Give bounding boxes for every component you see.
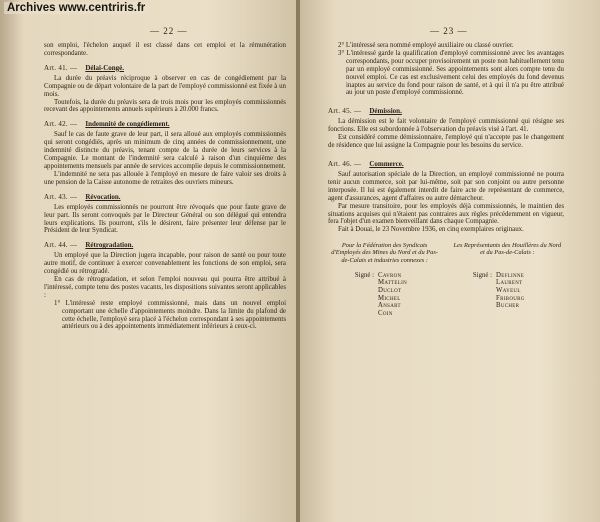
article-title: Délai-Congé. — [85, 63, 125, 72]
list-item: 1° L'intéressé reste employé commissionné, mais dans un nouvel emploi comportant une échelle d'appointements moindre. Dans la limite du plafond de cette échelle, l'employé sera placé à l'échelon correspondant à ses appointements antérieurs ou à des appointements immédiatement inférieurs à ceux-ci. — [54, 299, 286, 331]
article-heading-45 — [328, 107, 564, 115]
signature-column-right — [446, 272, 564, 318]
paragraph: Sauf autorisation spéciale de la Direction, un employé commissionné ne pourra tenir aucun commerce, soit par lui-même, soit par son conjoint ou autre personne interposée. Il lui est également interdit de faire acte de représentant de commerce, agent d'assurances, agent d'affaires ou autre démarcheur. — [328, 170, 564, 202]
signed-label: Signé : — [472, 271, 492, 279]
signatory-headings — [328, 242, 564, 264]
paragraph: Toutefois, la durée du préavis sera de trois mois pour les employés commissionnés recevant des appointements annuels supérieurs à 20.000 francs. — [44, 98, 286, 114]
article-heading-43 — [44, 193, 286, 201]
list — [44, 300, 286, 332]
paragraph: Sauf le cas de faute grave de leur part, il sera alloué aux employés commissionnés qui seront congédiés, après un minimum de cinq années de commissionnement, une indemnité distincte du préavis, tenant compte de la durée de leurs services à la Compagnie. Le montant de l'indemnité sera calculé à raison d'un cinquième des appointements mensuels par année de services accomplie depuis le commissionnement. — [44, 131, 286, 170]
article-title: Démission. — [369, 107, 402, 116]
article-number: Art. 46. — — [328, 159, 362, 168]
signature-name: Fribourg — [496, 294, 525, 302]
signature-name: Laurent — [496, 279, 523, 287]
list-item: 3° L'intéressé garde la qualification d'employé commissionné avec les avantages correspondants, pour occuper provisoirement un poste non habituellement tenu par un employé commissionné. Ses appointements sont alors compte tenu du nouvel emploi. Ce cas est exclusivement celui des employés du fond devenus inaptes au service du fond pour raison de santé, et à qui il n'a pu être attribué au jour un poste d'employé commissionné. — [338, 49, 564, 97]
signature-name: Michel — [378, 294, 401, 302]
signatory-heading-federation: Pour la Fédération des Syndicats d'Employés des Mines du Nord et du Pas-de-Calais et industries connexes : — [331, 242, 438, 264]
signature-name: Deflinne — [496, 271, 525, 279]
article-heading-41 — [44, 64, 286, 72]
article-title: Indemnité de congédiement. — [85, 120, 170, 129]
page-right — [300, 0, 600, 522]
paragraph: Les employés commissionnés ne pourront être révoqués que pour faute grave de leur part. Ils seront convoqués par le Directeur Général ou son délégué qui entendra leurs explications. Ils pourront, s'ils le désirent, faire présenter leur défense par le Président de leur Syndicat. — [44, 203, 286, 235]
signed-label: Signé : — [354, 271, 374, 279]
paragraph: L'indemnité ne sera pas allouée à l'employé en mesure de faire valoir ses droits à une pension de la Caisse autonome de retraites des ouvriers mineurs. — [44, 170, 286, 186]
article-heading-44 — [44, 241, 286, 249]
signatures — [328, 272, 564, 318]
signature-name: Coin — [378, 309, 393, 317]
paragraph: Un employé que la Direction jugera incapable, pour raison de santé ou pour toute autre motif, de continuer à exercer convenablement les fonctions de son emploi, sera congédié ou rétrogradé. — [44, 252, 286, 276]
paragraph: Est considéré comme démissionnaire, l'employé qui n'accepte pas le changement de résidence que lui assigne la Compagnie pour les besoins du service. — [328, 134, 564, 150]
signature-name: Duclot — [378, 287, 402, 295]
signature-name: Cavron — [378, 271, 402, 279]
signature-name: Mattelin — [378, 279, 407, 287]
paragraph: La démission est le fait volontaire de l'employé commissionné qui résigne ses fonctions. Elle est subordonnée à l'observation du préavis visé à l'art. 41. — [328, 118, 564, 134]
signature-name: Wayeul — [496, 287, 521, 295]
article-heading-42 — [44, 120, 286, 128]
archive-watermark: Archives www.centriris.fr — [4, 2, 148, 14]
paragraph: En cas de rétrogradation, et selon l'emploi nouveau qui pourra être attribué à l'intéressé, compte tenu des postes vacants, les dispositions suivantes seront applicables : — [44, 276, 286, 299]
signatory-heading-houilleres: Les Représentants des Houillères du Nord et du Pas-de-Calais : — [453, 242, 562, 257]
signature-name: Ansart — [378, 302, 401, 310]
signature-name: Bucher — [496, 302, 520, 310]
page-number: — 22 — — [150, 26, 188, 36]
signature-names — [378, 272, 407, 318]
paragraph: son emploi, l'échelon auquel il est classé dans cet emploi et la rémunération correspondante. — [44, 42, 286, 57]
article-heading-46 — [328, 160, 564, 168]
signature-names — [496, 272, 525, 318]
article-number: Art. 41. — — [44, 63, 78, 72]
page-left — [0, 0, 298, 522]
list-item: 2° L'intéressé sera nommé employé auxiliaire ou classé ouvrier. — [338, 42, 514, 49]
paragraph: Par mesure transitoire, pour les employés déjà commissionnés, le maintien des situations acquises qui n'étaient pas contraires aux règles précédemment en vigueur, fera l'objet d'un examen bienveillant dans chaque Compagnie. — [328, 202, 564, 226]
article-number: Art. 42. — — [44, 120, 78, 129]
article-title: Commerce. — [369, 159, 404, 168]
article-number: Art. 44. — — [44, 241, 78, 250]
paragraph: La durée du préavis réciproque à observer en cas de congédiement par la Compagnie ou de départ volontaire de la part de l'employé commissionné est fixée à un mois. — [44, 74, 286, 98]
list — [328, 42, 564, 97]
paragraph: Fait à Douai, le 23 Novembre 1936, en cinq exemplaires originaux. — [338, 226, 524, 234]
page-number: — 23 — — [430, 26, 468, 36]
article-number: Art. 45. — — [328, 107, 362, 116]
article-title: Révocation. — [85, 192, 121, 201]
article-number: Art. 43. — — [44, 192, 78, 201]
signature-column-left — [328, 272, 446, 318]
article-title: Rétrogradation. — [85, 241, 134, 250]
